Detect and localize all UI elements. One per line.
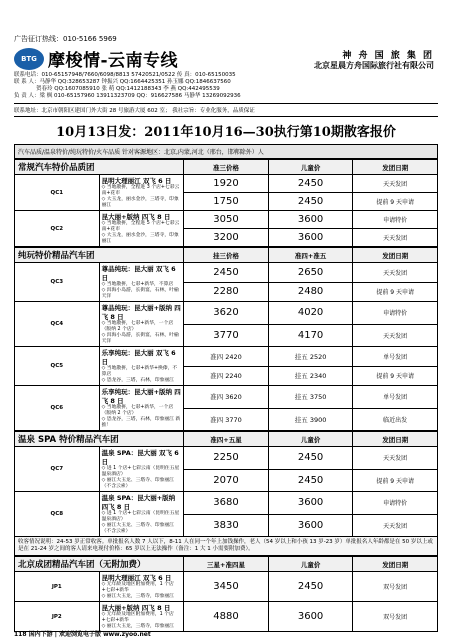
route-name: 昆大丽+版纳 四飞 8 日: [101, 604, 171, 612]
column-header: 发团日期: [353, 160, 438, 175]
price-cell: 挂五 2520: [268, 347, 353, 367]
table-row: [15, 572, 438, 602]
departure-schedule: 提前 9 天申请: [353, 193, 438, 211]
column-header: 准四+准五: [268, 248, 353, 263]
footer: 118 国内下游 | 欢迎浏览电子版 www.zyoo.net: [14, 631, 151, 638]
route-detail: ◇ 当地散拼，全程进 5 个店+七彩云南+花市: [101, 221, 180, 232]
route-description: [99, 572, 184, 602]
section-header: [15, 160, 438, 175]
price-cell: 2250: [184, 447, 269, 470]
price-cell: 2650: [268, 263, 353, 283]
departure-schedule: 提前 9 天申请: [353, 469, 438, 492]
product-code: QC6: [15, 386, 100, 431]
product-code: QC4: [15, 302, 100, 347]
price-cell: 3600: [268, 602, 353, 632]
booking-notice: 收客情况说明：24-53 岁正常收客。单批报名人数 7 人以下，8-11 人在同一个年上加钱操作，老人（54 岁以上和小孩 13 岁-23 岁）单批报名人年龄都是在 50 岁以上或是在 21-24 岁之间的客人请来电现付价格：65 岁以上无法操作（备注：1 大 1 小需要附加费）。: [14, 537, 438, 556]
product-code: QC3: [15, 263, 100, 302]
route-description: [99, 386, 184, 431]
price-table: [14, 159, 438, 247]
table-row: [15, 263, 438, 283]
price-cell: 3450: [184, 572, 269, 602]
departure-schedule: 天天发团: [353, 514, 438, 537]
price-cell: 3600: [268, 211, 353, 229]
route-name: 昆明大理丽江 双飞 6 日: [101, 574, 172, 582]
departure-schedule: 申请特价: [353, 211, 438, 229]
route-detail: ◇ 进 1 个店+七彩云南（昆明住五星温泉酒店）: [101, 466, 180, 477]
route-detail: ◇ 无年龄及地区附加费用，1 个店+七彩+新华: [101, 582, 174, 593]
price-cell: 2480: [268, 282, 353, 302]
company-logo: BTG: [14, 48, 44, 70]
column-header: 儿童价: [268, 160, 353, 175]
ad-hotline: 广告征订热线：010-5166 5969: [14, 35, 117, 43]
route-name: 乐享纯玩：昆大丽+版纳 四飞 8 日: [101, 388, 181, 405]
departure-schedule: 提前 9 天申请: [353, 366, 438, 386]
route-detail: ◇ 进 1 个店+七彩云南（昆明住五星温泉酒店）: [101, 511, 180, 522]
route-description: [99, 492, 184, 537]
route-name: 尊品纯玩：昆大丽+版纳 四飞 8 日: [101, 304, 181, 321]
section-header: [15, 557, 438, 572]
route-detail: ◇ 大玉龙，丽水金沙，三塔寺，印象丽江: [101, 197, 179, 208]
route-detail: ◇ 无年龄及地区附加费用，1 个店+七彩+新华: [101, 612, 174, 623]
route-detail: ◇ 洱海小岛游，长街宴，石林，叶榆天洋: [101, 333, 179, 344]
route-name: 昆明大理丽江 双飞 6 日: [101, 177, 172, 185]
phone-line: 联系电话：010-65157948/7660/6098/8813 57420521/0522 传 真：010-65150035: [14, 72, 236, 78]
table-row: [15, 302, 438, 325]
price-cell: 3200: [184, 229, 269, 247]
route-detail: ◇ 当地散拼，七彩+新华，一个店（版纳 2 个店）: [101, 321, 174, 332]
contact-line: 贺春玲 QQ:1607085910 张 萌 QQ:1412188343 李 燕 QQ:442495539: [36, 86, 220, 92]
table-row: [15, 602, 438, 632]
product-code: JP2: [15, 602, 100, 632]
price-cell: 2450: [268, 447, 353, 470]
column-header: 发团日期: [353, 432, 438, 447]
section-title: 北京成团精品汽车团（无附加费）: [15, 557, 184, 572]
price-tables: [14, 159, 438, 632]
route-detail: ◇ 洱海小岛游，长街宴，石林，叶榆天洋: [101, 288, 179, 299]
product-code: QC1: [15, 175, 100, 211]
price-cell: 2450: [184, 263, 269, 283]
route-detail: ◇ 当地散拼，全程进 3 个店+七彩云南+花市: [101, 185, 180, 196]
price-cell: 1920: [184, 175, 269, 193]
price-cell: 准四 2420: [184, 347, 269, 367]
company-full-name: 北京星晨方舟国际旅行社有限公司: [314, 61, 434, 70]
table-row: [15, 347, 438, 367]
table-row: [15, 386, 438, 409]
product-code: JP1: [15, 572, 100, 602]
route-detail: ◇ 丽江大玉龙，三塔寺，印象丽江: [101, 624, 174, 629]
address-bar: 联系地址：北京市朝阳区建国门外大街 28 号旅游大厦 602 室； 我社宗旨：专业化服务，品质保证: [14, 104, 438, 117]
price-cell: 3620: [184, 302, 269, 325]
price-cell: 2450: [268, 193, 353, 211]
departure-schedule: 天天发团: [353, 229, 438, 247]
product-code: QC2: [15, 211, 100, 247]
price-cell: 2070: [184, 469, 269, 492]
route-detail: ◇ 大玉龙，丽水金沙，三塔寺，印象丽江: [101, 233, 179, 244]
section-title: 纯玩特价精品汽车团: [15, 248, 184, 263]
route-detail: ◇ 当地散拼，七彩+新华，一个店（版纳 2 个店）: [101, 405, 174, 416]
section-title: 常规汽车特价品质团: [15, 160, 184, 175]
route-detail: ◇ 恐龙谷，三塔，石林，印象丽江: [101, 378, 174, 383]
product-code: QC7: [15, 447, 100, 492]
price-cell: 2450: [268, 572, 353, 602]
column-header: 准四+五星: [184, 432, 269, 447]
price-cell: 挂五 3900: [268, 408, 353, 431]
price-cell: 1750: [184, 193, 269, 211]
contact-line: 联 系 人：马静华 QQ:328653287 钟振兴 QQ:1664425351 孙玉娜 QQ:1846637560: [14, 79, 231, 85]
route-description: [99, 211, 184, 247]
section-title: 温泉 SPA 特价精品汽车团: [15, 432, 184, 447]
product-code: QC8: [15, 492, 100, 537]
column-header: 挂三价格: [184, 248, 269, 263]
route-description: [99, 602, 184, 632]
departure-schedule: 天天发团: [353, 447, 438, 470]
route-name: 尊品纯玩：昆大丽 双飞 6 日: [101, 265, 176, 282]
route-name: 温泉 SPA：昆大丽+版纳 四飞 8 日: [101, 494, 176, 511]
section-header: [15, 432, 438, 447]
route-detail: ◇ 当地散拼，七彩+新华+换傣，不算店: [101, 366, 178, 377]
departure-schedule: 天天发团: [353, 324, 438, 347]
departure-schedule: 申请特价: [353, 302, 438, 325]
column-header: 儿童价: [268, 557, 353, 572]
price-cell: 3600: [268, 492, 353, 515]
column-header: 准三价格: [184, 160, 269, 175]
price-cell: 准四 3770: [184, 408, 269, 431]
departure-schedule: 提前 9 天申请: [353, 282, 438, 302]
price-cell: 挂五 2340: [268, 366, 353, 386]
price-cell: 2450: [268, 469, 353, 492]
company-short-name: 神 舟 国 旅 集 团: [342, 51, 434, 61]
price-table: [14, 431, 438, 537]
contact-line: 负 责 人：梁 枫 010-65157960 13911323709 QQ：916627586 马静华 13269092936: [14, 93, 241, 99]
price-cell: 4020: [268, 302, 353, 325]
route-description: [99, 447, 184, 492]
departure-schedule: 天天发团: [353, 263, 438, 283]
departure-schedule: 单号发团: [353, 347, 438, 367]
route-name: 昆大丽+版纳 四飞 8 日: [101, 213, 171, 221]
price-cell: 3830: [184, 514, 269, 537]
filter-bar: 汽车品质/温泉特价/纯玩特价/火车品质 针对客源地区：北京,内蒙,河北（邢台，邯郸除外）人: [14, 144, 438, 159]
price-cell: 3600: [268, 229, 353, 247]
column-header: 发团日期: [353, 557, 438, 572]
table-row: [15, 211, 438, 229]
table-row: [15, 175, 438, 193]
departure-schedule: 单号发团: [353, 386, 438, 409]
departure-schedule: 申请特价: [353, 492, 438, 515]
route-description: [99, 347, 184, 386]
price-table: [14, 556, 438, 632]
price-cell: 2450: [268, 175, 353, 193]
table-row: [15, 447, 438, 470]
departure-schedule: 临近出发: [353, 408, 438, 431]
departure-schedule: 双号发团: [353, 602, 438, 632]
section-header: [15, 248, 438, 263]
route-detail: ◇ 当地散拼，七彩+新华，不算店: [101, 282, 174, 287]
column-header: 儿童价: [268, 432, 353, 447]
page-title: 摩梭情-云南专线: [48, 51, 179, 71]
price-cell: 准四 3620: [184, 386, 269, 409]
route-detail: ◇ 丽江大玉龙，三塔寺，印象丽江: [101, 594, 174, 599]
route-name: 温泉 SPA：昆大丽 双飞 6 日: [101, 449, 179, 466]
route-detail: ◇ 恐龙谷，三塔，石林，印象丽江 新推！: [101, 417, 181, 428]
price-cell: 2280: [184, 282, 269, 302]
price-table: [14, 247, 438, 431]
route-detail: ◇ 丽江大玉龙、三塔寺、印象丽江（不含云索）: [101, 523, 174, 534]
product-code: QC5: [15, 347, 100, 386]
column-header: 三星+准四星: [184, 557, 269, 572]
route-description: [99, 302, 184, 347]
price-cell: 4170: [268, 324, 353, 347]
departure-schedule: 天天发团: [353, 175, 438, 193]
price-cell: 3600: [268, 514, 353, 537]
route-description: [99, 263, 184, 302]
route-description: [99, 175, 184, 211]
price-cell: 3050: [184, 211, 269, 229]
price-cell: 准四 2240: [184, 366, 269, 386]
price-cell: 3680: [184, 492, 269, 515]
price-cell: 3770: [184, 324, 269, 347]
price-cell: 4880: [184, 602, 269, 632]
headline: 10月13日发：2011年10月16—30执行第10期散客报价: [56, 125, 396, 140]
route-name: 乐享纯玩：昆大丽 双飞 6 日: [101, 349, 176, 366]
route-detail: ◇ 丽江大玉龙、三塔寺、印象丽江（不含云索）: [101, 478, 174, 489]
column-header: 发团日期: [353, 248, 438, 263]
price-cell: 挂五 3750: [268, 386, 353, 409]
table-row: [15, 492, 438, 515]
departure-schedule: 双号发团: [353, 572, 438, 602]
header: [14, 46, 438, 104]
